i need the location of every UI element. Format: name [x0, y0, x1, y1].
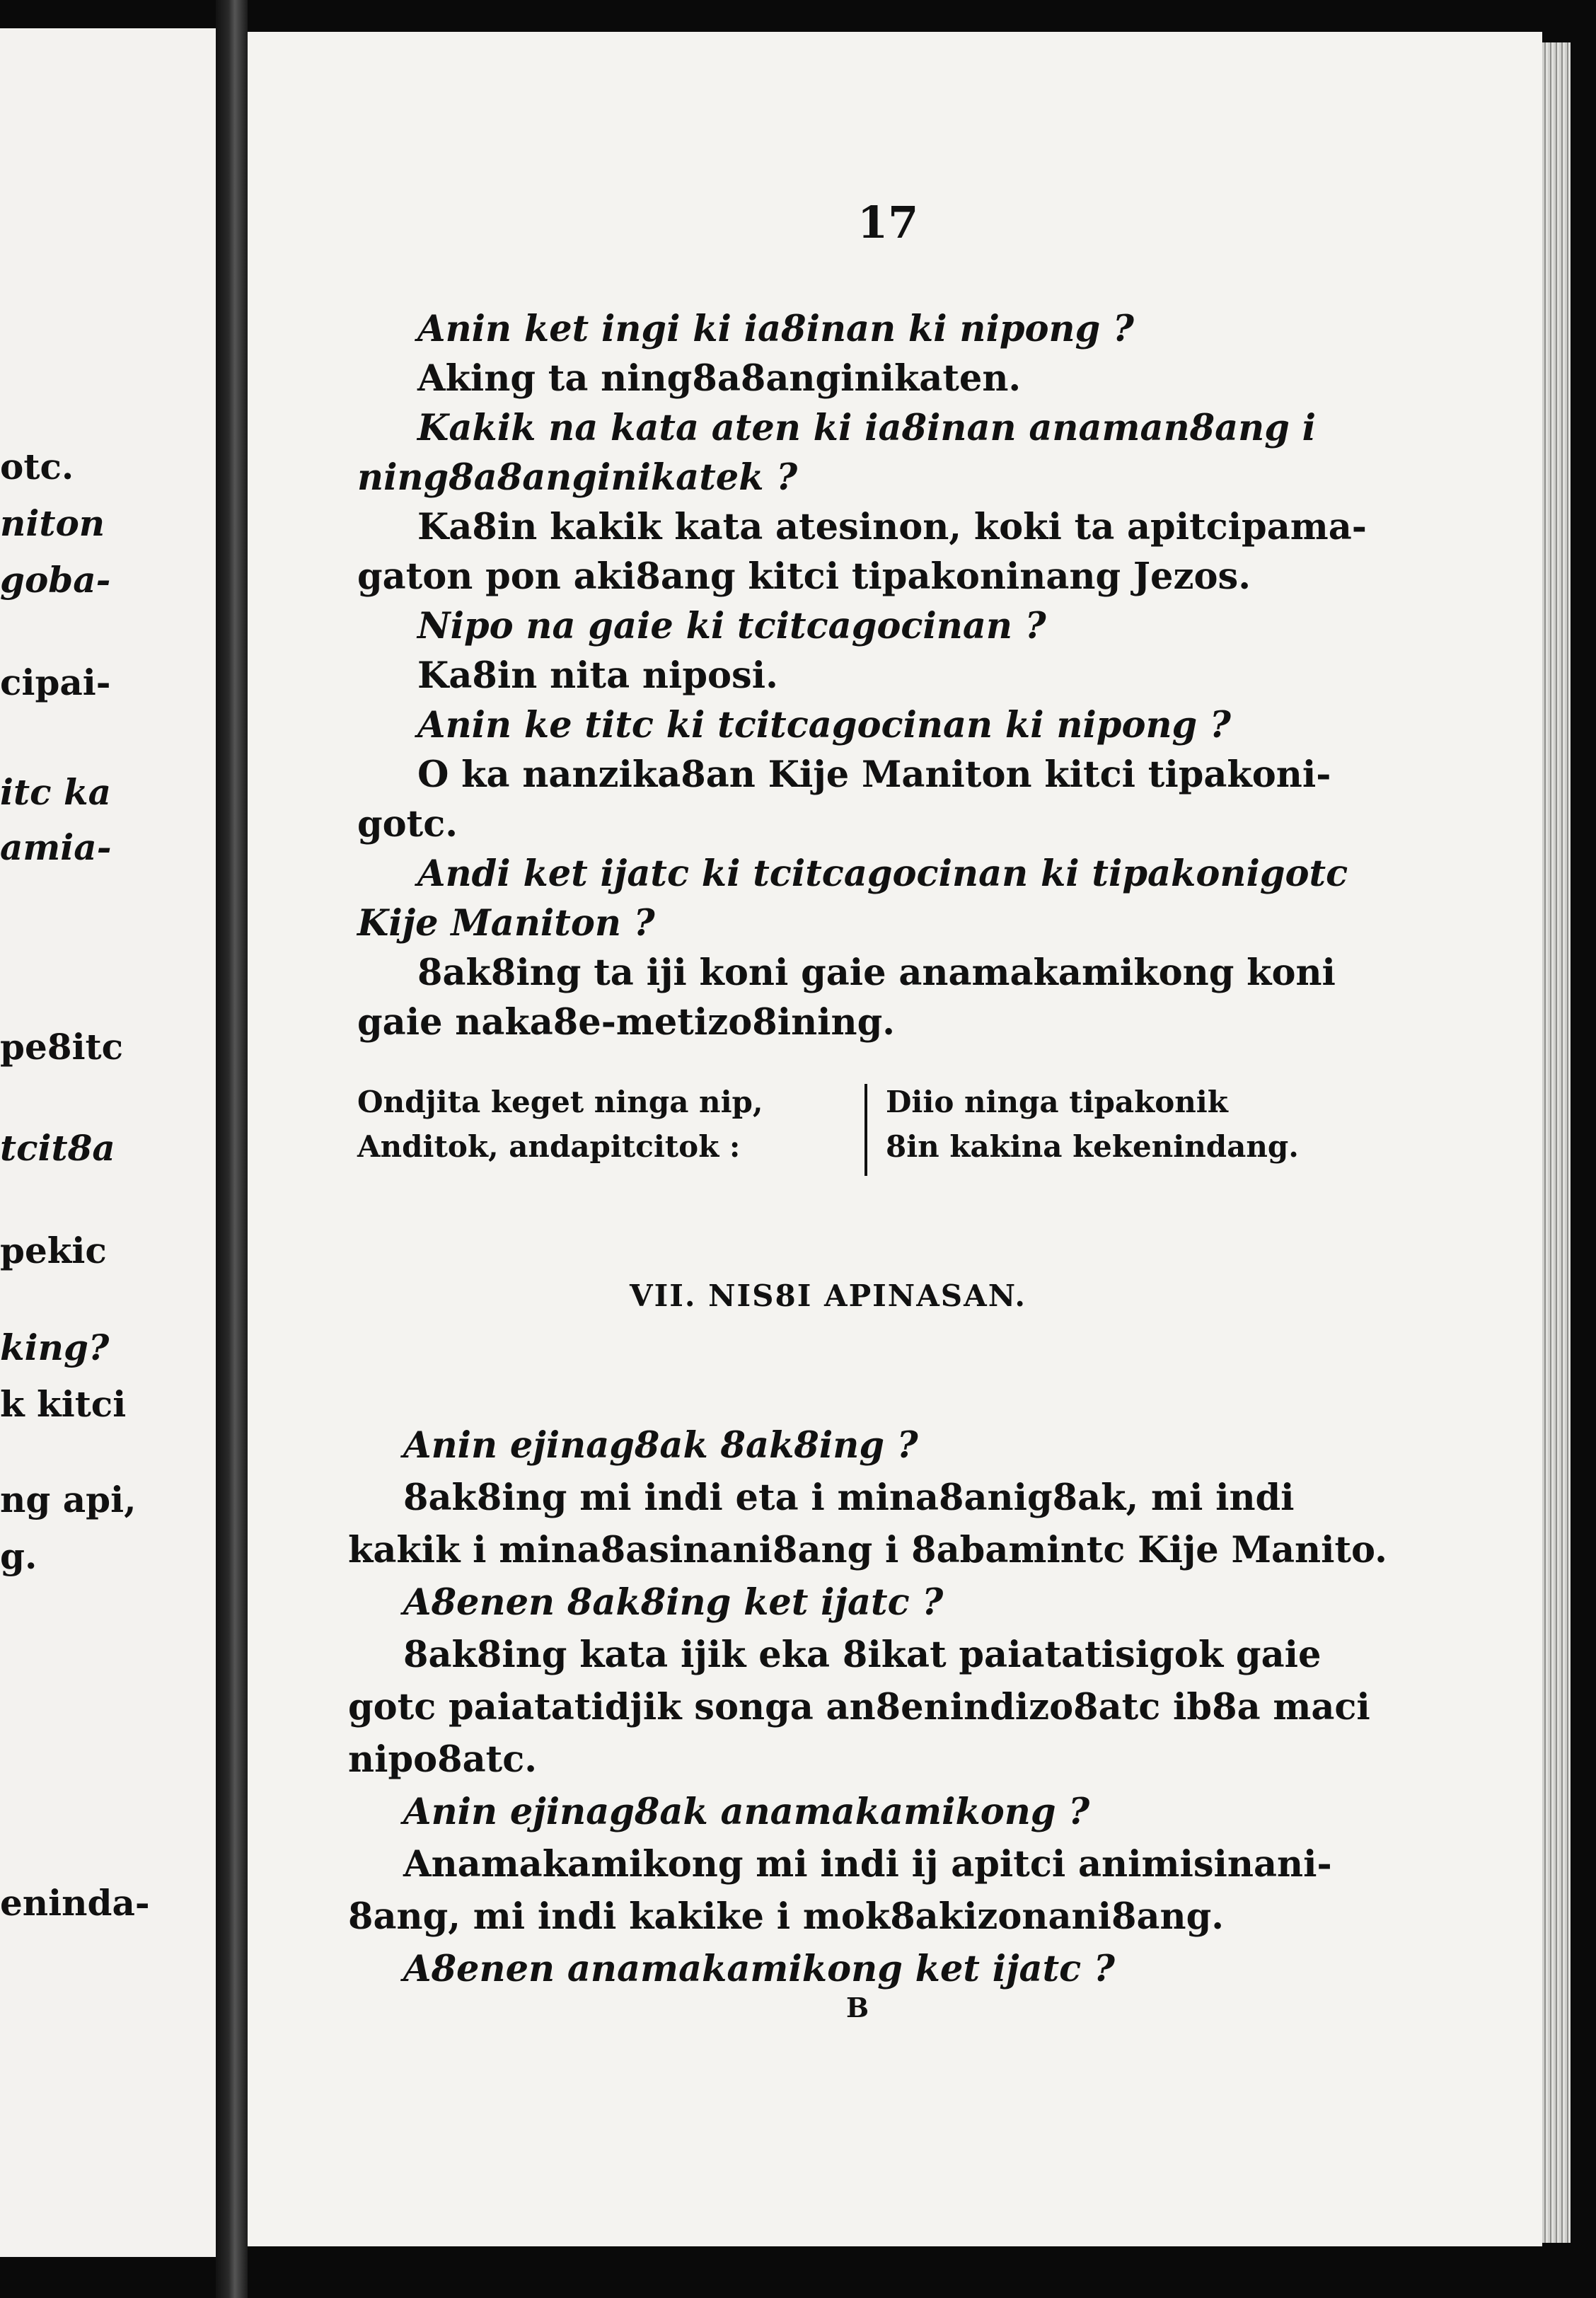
- answer-line: gotc paiatatidjik songa an8enindizo8atc ib8a maci: [348, 1686, 1370, 1728]
- answer-line: Ka8in kakik kata atesinon, koki ta apitcipama-: [417, 506, 1367, 548]
- question-line: Anin ejinag8ak anamakamikong ?: [403, 1791, 1090, 1833]
- question-line: Andi ket ijatc ki tcitcagocinan ki tipakonigotc: [417, 853, 1348, 895]
- question-line: Anin ket ingi ki ia8inan ki nipong ?: [417, 308, 1134, 350]
- answer-line: Anamakamikong mi indi ij apitci animisinani-: [403, 1843, 1332, 1886]
- left-page-fragment: amia-: [0, 826, 112, 868]
- left-page-fragment: eninda-: [0, 1882, 150, 1924]
- verse-right-line: 8in kakina kekenindang.: [886, 1129, 1299, 1164]
- page-edges: [1542, 42, 1571, 2243]
- section-heading: VII. NIS8I APINASAN.: [630, 1278, 1027, 1313]
- question-line: Kije Maniton ?: [357, 902, 655, 945]
- answer-line: nipo8atc.: [348, 1738, 538, 1781]
- answer-line: kakik i mina8asinani8ang i 8abamintc Kije Manito.: [348, 1529, 1387, 1571]
- answer-line: 8ang, mi indi kakike i mok8akizonani8ang.: [348, 1895, 1225, 1938]
- question-line: Anin ejinag8ak 8ak8ing ?: [403, 1424, 918, 1467]
- left-page-fragment: k kitci: [0, 1383, 127, 1425]
- answer-line: gotc.: [357, 803, 458, 845]
- left-page-fragment: itc ka: [0, 771, 111, 813]
- question-line: A8enen 8ak8ing ket ijatc ?: [403, 1581, 944, 1624]
- left-page-fragment: pe8itc: [0, 1026, 124, 1068]
- answer-line: 8ak8ing mi indi eta i mina8anig8ak, mi indi: [403, 1477, 1295, 1519]
- answer-line: 8ak8ing kata ijik eka 8ikat paiatatisigok gaie: [403, 1634, 1322, 1676]
- signature-mark: B: [846, 1992, 869, 2023]
- previous-page: [0, 28, 216, 2257]
- verse-right-line: Diio ninga tipakonik: [886, 1085, 1228, 1119]
- question-line: A8enen anamakamikong ket ijatc ?: [403, 1948, 1115, 1990]
- left-page-fragment: pekic: [0, 1230, 107, 1271]
- verse-left-line: Anditok, andapitcitok :: [357, 1129, 741, 1164]
- question-line: ning8a8anginikatek ?: [357, 456, 798, 499]
- answer-line: O ka nanzika8an Kije Maniton kitci tipakoni-: [417, 754, 1331, 796]
- left-page-fragment: ng api,: [0, 1479, 137, 1520]
- answer-line: gaie naka8e-metizo8ining.: [357, 1001, 896, 1044]
- left-page-fragment: king?: [0, 1327, 110, 1368]
- left-page-fragment: cipai-: [0, 662, 111, 703]
- left-page-fragment: tcit8a: [0, 1127, 115, 1169]
- answer-line: gaton pon aki8ang kitci tipakoninang Jezos.: [357, 555, 1251, 598]
- left-page-fragment: g.: [0, 1535, 37, 1577]
- question-line: Anin ke titc ki tcitcagocinan ki nipong ?: [417, 704, 1231, 746]
- left-page-fragment: otc.: [0, 446, 74, 487]
- page-number: 17: [857, 197, 919, 248]
- book-gutter: [216, 0, 248, 2298]
- verse-left-line: Ondjita keget ninga nip,: [357, 1085, 763, 1119]
- question-line: Nipo na gaie ki tcitcagocinan ?: [417, 605, 1046, 647]
- answer-line: Ka8in nita niposi.: [417, 654, 778, 697]
- left-page-fragment: niton: [0, 502, 105, 544]
- answer-line: Aking ta ning8a8anginikaten.: [417, 357, 1022, 400]
- answer-line: 8ak8ing ta iji koni gaie anamakamikong koni: [417, 952, 1336, 994]
- question-line: Kakik na kata aten ki ia8inan anaman8ang i: [417, 407, 1317, 449]
- left-page-fragment: goba-: [0, 559, 111, 601]
- verse-divider: [865, 1084, 867, 1176]
